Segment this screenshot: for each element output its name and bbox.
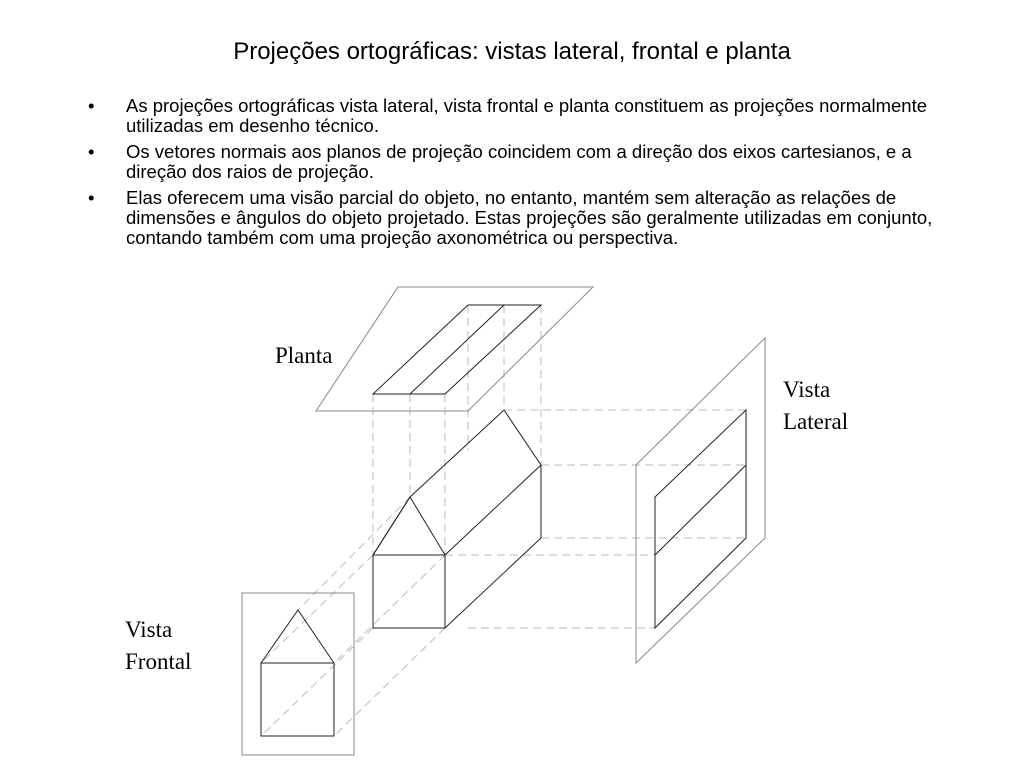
bullet-marker: •	[88, 95, 95, 116]
view-outline	[655, 410, 746, 628]
plane-outline	[316, 287, 593, 411]
bullet-marker: •	[88, 187, 95, 208]
house-object	[373, 410, 541, 628]
projection-line	[334, 555, 445, 663]
bullet-text: Elas oferecem uma visão parcial do objeto, no entanto, mantém sem alteração as relações de dimensões e ângulos do objeto projetado. Estas projeções são geralmente utilizadas em conjunto, contando também com uma projeção axonométrica ou perspectiva.	[126, 187, 933, 248]
house-base-side	[445, 538, 541, 628]
label-planta: Planta	[275, 343, 333, 368]
house-roof-edge	[373, 497, 410, 555]
projection-line	[261, 555, 373, 663]
plane-outline	[242, 593, 354, 755]
house-roof-back	[504, 410, 541, 465]
view-ridge	[655, 465, 746, 555]
view-house	[261, 610, 334, 736]
label-vista-lateral	[783, 374, 848, 438]
house-eave-side	[445, 465, 541, 555]
bullet-text: Os vetores normais aos planos de projeção coincidem com a direção dos eixos cartesianos, e a direção dos raios de projeção.	[126, 141, 912, 182]
house-front-face	[373, 497, 445, 628]
label-vista-frontal	[125, 614, 191, 678]
label-line: Vista	[125, 617, 173, 642]
frontal-view	[261, 610, 334, 736]
house-ridge	[410, 410, 504, 497]
planta-plane	[316, 287, 593, 411]
view-ridge	[410, 305, 504, 394]
bullet-text: As projeções ortográficas vista lateral, vista frontal e planta constituem as projeções normalmente utilizadas em desenho técnico.	[126, 95, 928, 136]
projection-line	[261, 628, 373, 736]
label-line: Frontal	[125, 649, 192, 674]
label-line: Lateral	[783, 409, 849, 434]
frontal-plane	[242, 593, 354, 755]
lateral-view	[655, 410, 746, 628]
projection-line	[334, 628, 445, 736]
planta-view	[373, 305, 541, 394]
bullet-marker: •	[88, 141, 95, 162]
page-title: Projeções ortográficas: vistas lateral, frontal e planta	[233, 38, 791, 65]
label-line: Vista	[783, 377, 831, 402]
